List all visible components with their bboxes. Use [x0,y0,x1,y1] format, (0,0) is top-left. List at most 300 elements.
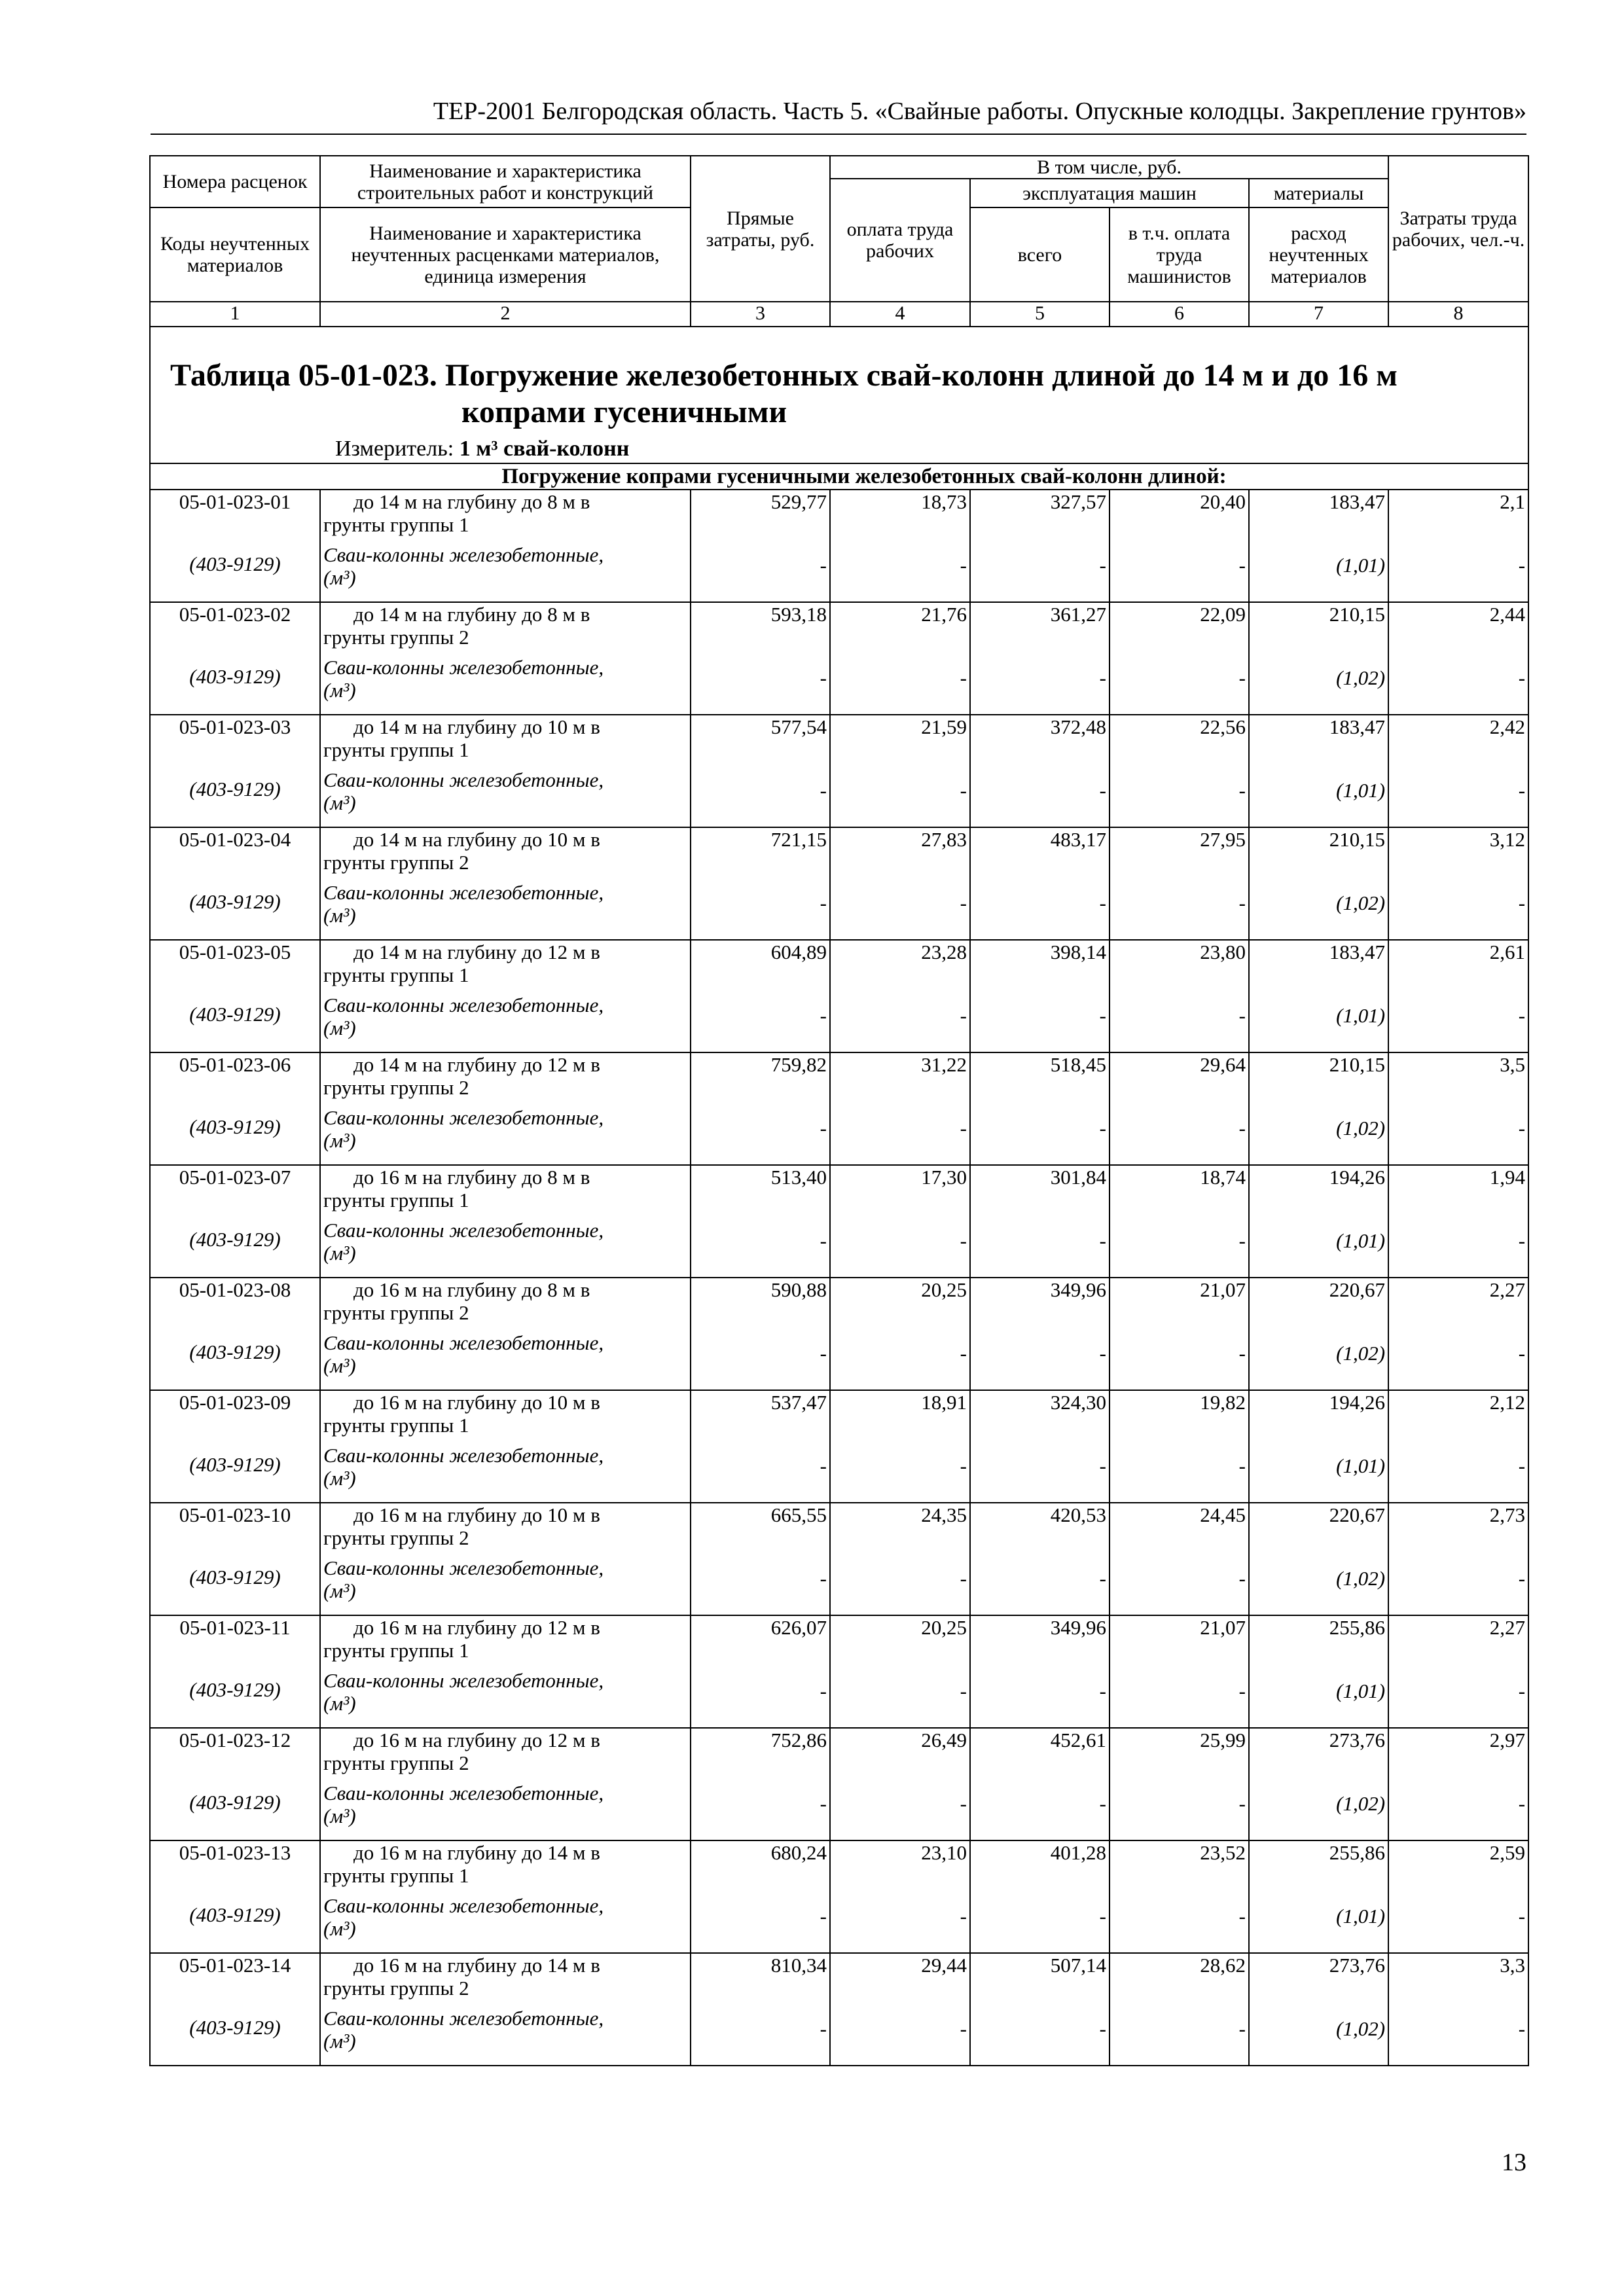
table-row [150,827,1528,881]
machinist-pay-dash: - [1110,2007,1249,2066]
labor-hours: 2,97 [1388,1728,1528,1782]
direct-costs: 626,07 [691,1615,830,1669]
rate-code: 05-01-023-07 [150,1165,320,1219]
machinist-pay: 20,40 [1110,490,1249,543]
material-code: (403-9129) [150,1782,320,1840]
material-row [150,881,1528,940]
rate-code: 05-01-023-09 [150,1390,320,1444]
rate-description-line1: до 16 м на глубину до 10 м в [353,1391,600,1414]
direct-costs: 721,15 [691,827,830,881]
materials-cost: 210,15 [1249,827,1388,881]
rate-description-line1: до 14 м на глубину до 8 м в [353,490,590,513]
labor-pay: 23,28 [830,940,970,994]
rate-description-line2: грунты группы 1 [323,1189,469,1211]
machines-total-dash: - [970,1669,1110,1728]
rate-description [320,1840,691,1894]
material-unit: (м³) [323,1917,356,1940]
rate-description-line1: до 16 м на глубину до 10 м в [353,1503,600,1526]
material-name [320,1894,691,1953]
labor-hours: 2,42 [1388,715,1528,768]
column-number: 4 [830,302,970,327]
machines-total-dash: - [970,1331,1110,1390]
material-usage: (1,01) [1249,1894,1388,1953]
labor-pay-dash: - [830,1782,970,1840]
material-usage: (1,01) [1249,994,1388,1052]
material-usage: (1,02) [1249,656,1388,715]
material-name-line1: Сваи-колонны железобетонные, [323,656,604,679]
labor-hours: 3,12 [1388,827,1528,881]
machines-total-dash: - [970,1219,1110,1278]
material-name [320,881,691,940]
direct-costs: 590,88 [691,1278,830,1331]
labor-pay-dash: - [830,2007,970,2066]
rate-code: 05-01-023-08 [150,1278,320,1331]
header-labor-hours: Затраты труда рабочих, чел.-ч. [1388,156,1528,302]
material-usage: (1,02) [1249,1782,1388,1840]
rate-description [320,490,691,543]
material-row [150,2007,1528,2066]
labor-pay: 20,25 [830,1278,970,1331]
header-machines-total: всего [970,207,1110,302]
material-row [150,1669,1528,1728]
materials-cost: 210,15 [1249,602,1388,656]
machinist-pay: 23,52 [1110,1840,1249,1894]
rate-description-line2: грунты группы 1 [323,1414,469,1437]
header-work-name: Наименование и характеристика строительных работ и конструкций [320,156,691,207]
rate-description [320,1953,691,2007]
machines-total-dash: - [970,768,1110,827]
labor-pay: 21,76 [830,602,970,656]
material-name-line1: Сваи-колонны железобетонные, [323,994,604,1016]
rate-code: 05-01-023-06 [150,1052,320,1106]
machinist-pay-dash: - [1110,1556,1249,1615]
material-unit: (м³) [323,1129,356,1152]
machinist-pay: 24,45 [1110,1503,1249,1556]
machines-total-dash: - [970,656,1110,715]
rate-description-line1: до 14 м на глубину до 8 м в [353,603,590,626]
machines-total: 327,57 [970,490,1110,543]
material-code: (403-9129) [150,768,320,827]
labor-pay: 23,10 [830,1840,970,1894]
labor-hours-dash: - [1388,2007,1528,2066]
materials-cost: 273,76 [1249,1728,1388,1782]
material-name [320,1444,691,1503]
material-row [150,1894,1528,1953]
rates-table [149,155,1529,2066]
labor-hours-dash: - [1388,1782,1528,1840]
materials-cost: 194,26 [1249,1165,1388,1219]
rate-description [320,715,691,768]
rate-description-line2: грунты группы 2 [323,1751,469,1774]
labor-hours: 2,61 [1388,940,1528,994]
material-code: (403-9129) [150,1556,320,1615]
rate-description [320,1615,691,1669]
machinist-pay-dash: - [1110,1219,1249,1278]
direct-costs-dash: - [691,1219,830,1278]
material-name [320,994,691,1052]
material-name-line1: Сваи-колонны железобетонные, [323,2007,604,2030]
material-row [150,1556,1528,1615]
direct-costs: 537,47 [691,1390,830,1444]
machines-total-dash: - [970,994,1110,1052]
header-material-codes: Коды неучтенных материалов [150,207,320,302]
material-name [320,768,691,827]
labor-hours-dash: - [1388,543,1528,602]
machinist-pay: 28,62 [1110,1953,1249,2007]
machinist-pay-dash: - [1110,1106,1249,1165]
machines-total: 452,61 [970,1728,1110,1782]
materials-cost: 183,47 [1249,490,1388,543]
material-code: (403-9129) [150,1444,320,1503]
machines-total: 483,17 [970,827,1110,881]
material-unit: (м³) [323,2030,356,2053]
rate-description-line1: до 14 м на глубину до 10 м в [353,715,600,738]
material-code: (403-9129) [150,1331,320,1390]
material-usage: (1,01) [1249,543,1388,602]
labor-pay-dash: - [830,994,970,1052]
material-row [150,656,1528,715]
material-name [320,1219,691,1278]
material-unit: (м³) [323,1467,356,1490]
rate-description-line2: грунты группы 2 [323,1076,469,1099]
material-row [150,543,1528,602]
labor-pay: 31,22 [830,1052,970,1106]
machines-total-dash: - [970,881,1110,940]
labor-hours: 2,44 [1388,602,1528,656]
labor-pay-dash: - [830,656,970,715]
labor-hours-dash: - [1388,656,1528,715]
labor-pay-dash: - [830,1331,970,1390]
rate-description-line1: до 16 м на глубину до 12 м в [353,1616,600,1639]
rate-code: 05-01-023-10 [150,1503,320,1556]
direct-costs-dash: - [691,1782,830,1840]
unit-value: 1 м³ свай-колонн [459,437,630,461]
direct-costs-dash: - [691,1894,830,1953]
material-unit: (м³) [323,1692,356,1715]
direct-costs: 759,82 [691,1052,830,1106]
machinist-pay-dash: - [1110,543,1249,602]
rate-code: 05-01-023-02 [150,602,320,656]
labor-hours-dash: - [1388,1106,1528,1165]
machines-total: 401,28 [970,1840,1110,1894]
running-header: ТЕР-2001 Белгородская область. Часть 5. «Свайные работы. Опускные колодцы. Закрепление грунтов» [151,96,1526,135]
direct-costs-dash: - [691,1444,830,1503]
material-code: (403-9129) [150,1219,320,1278]
material-usage: (1,02) [1249,1331,1388,1390]
machines-total-dash: - [970,1444,1110,1503]
table-caption [150,327,1528,490]
material-unit: (м³) [323,1354,356,1377]
material-unit: (м³) [323,1016,356,1039]
machinist-pay-dash: - [1110,1444,1249,1503]
machines-total: 518,45 [970,1052,1110,1106]
labor-hours-dash: - [1388,1331,1528,1390]
rate-description-line2: грунты группы 2 [323,1301,469,1324]
section-heading: Погружение копрами гусеничными железобетонных свай-колонн длиной: [150,463,1528,490]
material-unit: (м³) [323,1579,356,1602]
materials-cost: 273,76 [1249,1953,1388,2007]
machines-total-dash: - [970,543,1110,602]
machines-total: 349,96 [970,1615,1110,1669]
rate-description [320,1278,691,1331]
machinist-pay: 21,07 [1110,1615,1249,1669]
labor-pay: 29,44 [830,1953,970,2007]
table-body [150,490,1528,2066]
labor-hours-dash: - [1388,1556,1528,1615]
material-usage: (1,02) [1249,1556,1388,1615]
material-name-line1: Сваи-колонны железобетонные, [323,1669,604,1692]
material-usage: (1,02) [1249,1106,1388,1165]
labor-hours: 2,1 [1388,490,1528,543]
rate-code: 05-01-023-14 [150,1953,320,2007]
labor-hours-dash: - [1388,1669,1528,1728]
material-unit: (м³) [323,679,356,702]
material-usage: (1,01) [1249,768,1388,827]
material-name-line1: Сваи-колонны железобетонные, [323,768,604,791]
material-name [320,1106,691,1165]
material-row [150,1331,1528,1390]
direct-costs: 752,86 [691,1728,830,1782]
direct-costs-dash: - [691,768,830,827]
material-usage: (1,01) [1249,1219,1388,1278]
header-rate-numbers: Номера расценок [150,156,320,207]
rate-description [320,1390,691,1444]
table-row [150,1953,1528,2007]
labor-hours: 2,12 [1388,1390,1528,1444]
table-title-line1: Таблица 05-01-023. Погружение железобетонных свай-колонн длиной до 14 м и до 16 м [170,358,1398,393]
machinist-pay-dash: - [1110,656,1249,715]
rate-code: 05-01-023-13 [150,1840,320,1894]
labor-pay-dash: - [830,1219,970,1278]
labor-hours-dash: - [1388,1894,1528,1953]
rate-code: 05-01-023-11 [150,1615,320,1669]
header-machinist-pay: в т.ч. оплата труда машинистов [1110,207,1249,302]
material-code: (403-9129) [150,1669,320,1728]
labor-pay: 27,83 [830,827,970,881]
rate-description-line2: грунты группы 1 [323,513,469,536]
machines-total-dash: - [970,1556,1110,1615]
material-row [150,1219,1528,1278]
machinist-pay: 21,07 [1110,1278,1249,1331]
column-number: 3 [691,302,830,327]
materials-cost: 210,15 [1249,1052,1388,1106]
machinist-pay: 25,99 [1110,1728,1249,1782]
table-row [150,1840,1528,1894]
page-number: 13 [1502,2149,1526,2176]
table-row [150,602,1528,656]
direct-costs-dash: - [691,656,830,715]
header-material-names: Наименование и характеристика неучтенных расценками материалов, единица измерения [320,207,691,302]
column-number: 2 [320,302,691,327]
labor-hours: 2,27 [1388,1615,1528,1669]
rate-description [320,1728,691,1782]
labor-pay-dash: - [830,881,970,940]
table-row [150,1390,1528,1444]
table-row [150,1615,1528,1669]
material-code: (403-9129) [150,1106,320,1165]
rate-code: 05-01-023-03 [150,715,320,768]
column-number: 6 [1110,302,1249,327]
machinist-pay: 27,95 [1110,827,1249,881]
column-number: 7 [1249,302,1388,327]
material-unit: (м³) [323,1242,356,1265]
material-name [320,2007,691,2066]
rate-description [320,940,691,994]
table-row [150,1052,1528,1106]
direct-costs: 529,77 [691,490,830,543]
material-name [320,656,691,715]
direct-costs-dash: - [691,543,830,602]
rate-description-line2: грунты группы 2 [323,1977,469,2000]
machinist-pay-dash: - [1110,1669,1249,1728]
material-name [320,1669,691,1728]
materials-cost: 220,67 [1249,1503,1388,1556]
machines-total: 301,84 [970,1165,1110,1219]
rate-description-line1: до 14 м на глубину до 12 м в [353,941,600,963]
material-name-line1: Сваи-колонны железобетонные, [323,1894,604,1917]
labor-pay: 18,91 [830,1390,970,1444]
rate-code: 05-01-023-04 [150,827,320,881]
material-name [320,1556,691,1615]
rate-description-line1: до 14 м на глубину до 12 м в [353,1053,600,1076]
labor-hours: 3,5 [1388,1052,1528,1106]
labor-hours-dash: - [1388,1219,1528,1278]
labor-hours-dash: - [1388,994,1528,1052]
table-row [150,715,1528,768]
header-machines: эксплуатация машин [970,179,1249,207]
labor-hours: 2,59 [1388,1840,1528,1894]
labor-pay: 24,35 [830,1503,970,1556]
machinist-pay-dash: - [1110,1894,1249,1953]
table-row [150,1278,1528,1331]
column-number: 5 [970,302,1110,327]
machinist-pay: 23,80 [1110,940,1249,994]
material-name-line1: Сваи-колонны железобетонные, [323,543,604,566]
machinist-pay-dash: - [1110,881,1249,940]
labor-pay-dash: - [830,1669,970,1728]
direct-costs-dash: - [691,881,830,940]
material-name-line1: Сваи-колонны железобетонные, [323,1331,604,1354]
rate-description [320,602,691,656]
machinist-pay: 29,64 [1110,1052,1249,1106]
machines-total-dash: - [970,1782,1110,1840]
rate-description-line2: грунты группы 2 [323,1526,469,1549]
material-unit: (м³) [323,1804,356,1827]
rate-description-line1: до 14 м на глубину до 10 м в [353,828,600,851]
material-row [150,1106,1528,1165]
direct-costs: 593,18 [691,602,830,656]
labor-pay: 26,49 [830,1728,970,1782]
material-row [150,1444,1528,1503]
material-usage: (1,02) [1249,881,1388,940]
direct-costs: 810,34 [691,1953,830,2007]
labor-hours-dash: - [1388,1444,1528,1503]
machines-total-dash: - [970,1894,1110,1953]
rate-description [320,1503,691,1556]
machines-total: 349,96 [970,1278,1110,1331]
table-row [150,1165,1528,1219]
labor-pay: 21,59 [830,715,970,768]
unit-of-measure [150,431,1528,463]
machines-total-dash: - [970,1106,1110,1165]
machinist-pay: 22,56 [1110,715,1249,768]
machines-total: 398,14 [970,940,1110,994]
labor-pay: 18,73 [830,490,970,543]
material-row [150,768,1528,827]
material-row [150,994,1528,1052]
material-usage: (1,01) [1249,1444,1388,1503]
rate-code: 05-01-023-01 [150,490,320,543]
labor-hours: 3,3 [1388,1953,1528,2007]
direct-costs-dash: - [691,1556,830,1615]
rate-description [320,1052,691,1106]
material-name-line1: Сваи-колонны железобетонные, [323,1106,604,1129]
table-row [150,1503,1528,1556]
machines-total: 372,48 [970,715,1110,768]
labor-hours-dash: - [1388,881,1528,940]
materials-cost: 183,47 [1249,715,1388,768]
machinist-pay: 18,74 [1110,1165,1249,1219]
materials-cost: 255,86 [1249,1615,1388,1669]
labor-hours-dash: - [1388,768,1528,827]
rate-description-line1: до 16 м на глубину до 8 м в [353,1166,590,1189]
rate-description-line2: грунты группы 2 [323,851,469,874]
material-row [150,1782,1528,1840]
labor-pay-dash: - [830,1556,970,1615]
materials-cost: 255,86 [1249,1840,1388,1894]
material-code: (403-9129) [150,543,320,602]
materials-cost: 220,67 [1249,1278,1388,1331]
labor-pay-dash: - [830,768,970,827]
rate-description [320,827,691,881]
labor-pay-dash: - [830,543,970,602]
labor-pay-dash: - [830,1106,970,1165]
material-unit: (м³) [323,791,356,814]
material-usage: (1,02) [1249,2007,1388,2066]
material-name [320,1331,691,1390]
table-title-line2: копрами гусеничными [461,395,787,429]
rate-description-line1: до 16 м на глубину до 14 м в [353,1954,600,1977]
material-unit: (м³) [323,566,356,589]
material-usage: (1,01) [1249,1669,1388,1728]
rate-description-line2: грунты группы 1 [323,1639,469,1662]
direct-costs: 513,40 [691,1165,830,1219]
direct-costs: 665,55 [691,1503,830,1556]
rate-description-line2: грунты группы 1 [323,1864,469,1887]
material-unit: (м³) [323,904,356,927]
material-name-line1: Сваи-колонны железобетонные, [323,1782,604,1804]
rate-description-line2: грунты группы 1 [323,963,469,986]
machinist-pay-dash: - [1110,768,1249,827]
header-including: В том числе, руб. [830,156,1388,179]
header-material-usage: расход неучтенных материалов [1249,207,1388,302]
rate-description-line1: до 16 м на глубину до 14 м в [353,1841,600,1864]
labor-hours: 2,73 [1388,1503,1528,1556]
unit-label: Измеритель: [335,437,454,461]
direct-costs: 577,54 [691,715,830,768]
header-materials: материалы [1249,179,1388,207]
direct-costs-dash: - [691,1331,830,1390]
labor-hours: 1,94 [1388,1165,1528,1219]
labor-pay-dash: - [830,1444,970,1503]
machinist-pay-dash: - [1110,994,1249,1052]
rate-code: 05-01-023-12 [150,1728,320,1782]
machines-total: 507,14 [970,1953,1110,2007]
material-name-line1: Сваи-колонны железобетонные, [323,1444,604,1467]
column-number: 1 [150,302,320,327]
rate-code: 05-01-023-05 [150,940,320,994]
material-name [320,1782,691,1840]
